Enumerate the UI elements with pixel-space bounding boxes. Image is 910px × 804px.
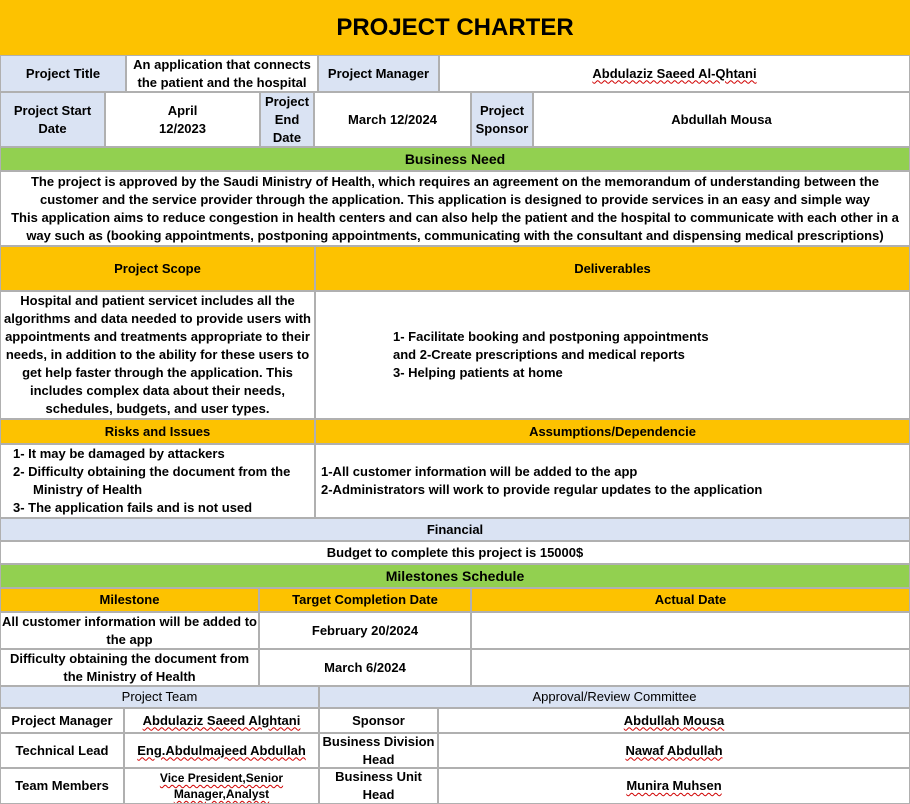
team-name-cell	[124, 708, 319, 733]
committee-role-text: Business Unit Head	[335, 769, 422, 802]
scope-line: includes complex data about their needs,	[29, 383, 285, 398]
committee-name-text: Abdullah Mousa	[623, 712, 725, 728]
target-date-col-header-text: Target Completion Date	[292, 592, 438, 607]
scope-line: schedules, budgets, and user types.	[45, 401, 270, 416]
team-role-cell	[0, 768, 124, 804]
committee-name-cell	[438, 768, 910, 804]
target-date-cell	[259, 612, 471, 649]
project-title-value	[126, 55, 318, 92]
end-date-value-text: March 12/2024	[348, 111, 437, 127]
team-role-cell	[0, 708, 124, 733]
sponsor-value	[533, 92, 910, 147]
scope-line: algorithms and data needed to provide users with	[4, 311, 311, 326]
milestone-cell	[0, 612, 259, 649]
milestone-col-header	[0, 588, 259, 612]
milestone-cell	[0, 649, 259, 686]
risk-item: Ministry of Health	[33, 482, 143, 497]
project-title-label-text: Project Title	[25, 65, 101, 81]
scope-line: Hospital and patient servicet includes all the	[20, 293, 295, 308]
team-name-cell	[124, 733, 319, 768]
project-manager-value-text: Abdulaziz Saeed Al-Qhtani	[592, 65, 757, 81]
team-name-text: Abdulaziz Saeed Alghtani	[142, 712, 301, 728]
financial-heading	[0, 518, 910, 541]
milestones-heading	[0, 564, 910, 588]
team-name-cell	[124, 768, 319, 804]
business-need-paragraph-2: This application aims to reduce congestion in health centers and can also help the patient and the hospital to communicate with each other in a way such as (booking appointments, postponing appointments, communicating with the consultant and dispensing medical prescriptions)	[11, 209, 899, 243]
deliverables-heading-text: Deliverables	[574, 260, 651, 276]
target-date-col-header	[259, 588, 471, 612]
target-date-text: February 20/2024	[311, 622, 419, 638]
team-role-cell	[0, 733, 124, 768]
end-date-label-text: Project End Date	[264, 93, 310, 145]
committee-role-text: Sponsor	[352, 712, 405, 728]
sponsor-label	[471, 92, 533, 147]
sponsor-value-text: Abdullah Mousa	[671, 111, 772, 127]
committee-name-text: Nawaf Abdullah	[625, 742, 723, 758]
team-role-text: Project Manager	[11, 712, 113, 728]
scope-line: needs, in addition to the ability for these users to	[5, 347, 310, 362]
end-date-label	[260, 92, 314, 147]
committee-role-cell	[319, 733, 438, 768]
end-date-value	[314, 92, 471, 147]
approval-committee-heading-text: Approval/Review Committee	[532, 689, 697, 704]
actual-date-col-header	[471, 588, 910, 612]
team-name-text: Eng.Abdulmajeed Abdullah	[137, 742, 306, 758]
business-need-heading-text: Business Need	[404, 151, 506, 167]
milestone-text: All customer information will be added to the app	[2, 613, 257, 647]
project-scope-body	[0, 291, 315, 419]
deliverable-item: 1- Facilitate booking and postponing appointments	[393, 329, 709, 344]
page-title-text: PROJECT CHARTER	[336, 13, 574, 41]
milestone-col-header-text: Milestone	[99, 592, 160, 607]
committee-name-cell	[438, 708, 910, 733]
team-role-text: Technical Lead	[15, 742, 109, 758]
committee-role-cell	[319, 768, 438, 804]
assumptions-heading-text: Assumptions/Dependencie	[529, 423, 696, 439]
target-date-cell	[259, 649, 471, 686]
deliverable-item: 3- Helping patients at home	[393, 365, 563, 380]
financial-budget-text: Budget to complete this project is 15000$	[326, 544, 584, 560]
risks-heading-text: Risks and Issues	[104, 423, 211, 439]
risk-item: 3- The application fails and is not used	[13, 500, 253, 515]
assumption-item: 2-Administrators will work to provide regular updates to the application	[321, 482, 763, 497]
approval-committee-heading	[319, 686, 910, 708]
start-date-value	[105, 92, 260, 147]
assumptions-heading	[315, 419, 910, 444]
risks-body	[0, 444, 315, 518]
business-need-body	[0, 171, 910, 246]
scope-line: get help faster through the application. This	[22, 365, 293, 380]
assumption-item: 1-All customer information will be added to the app	[321, 464, 638, 479]
deliverables-body	[315, 291, 910, 419]
start-date-label-text: Project Start Date	[13, 102, 92, 136]
project-team-heading-text: Project Team	[121, 689, 198, 704]
risk-item: 2- Difficulty obtaining the document from the	[13, 464, 291, 479]
risk-item: 1- It may be damaged by attackers	[13, 446, 225, 461]
project-team-heading	[0, 686, 319, 708]
scope-line: appointments and treatments appropriate to their	[5, 329, 310, 344]
milestone-text: Difficulty obtaining the document from the Ministry of Health	[9, 650, 250, 684]
project-manager-label	[318, 55, 439, 92]
financial-heading-text: Financial	[426, 521, 484, 537]
project-scope-heading	[0, 246, 315, 291]
project-title-value-text: An application that connects the patient and the hospital	[133, 56, 311, 90]
committee-name-text: Munira Muhsen	[626, 778, 722, 793]
business-need-heading	[0, 147, 910, 171]
sponsor-label-text: Project Sponsor	[475, 102, 529, 136]
committee-role-cell	[319, 708, 438, 733]
page-title	[0, 0, 910, 55]
deliverable-item: and 2-Create prescriptions and medical reports	[393, 347, 685, 362]
actual-date-cell	[471, 649, 910, 686]
committee-name-cell	[438, 733, 910, 768]
business-need-paragraph-1: The project is approved by the Saudi Ministry of Health, which requires an agreement on the memorandum of understanding between the customer and the service provider through the application. This application is designed to provide services in an easy and simple way	[30, 173, 880, 207]
risks-heading	[0, 419, 315, 444]
project-title-label	[0, 55, 126, 92]
assumptions-body	[315, 444, 910, 518]
project-manager-value	[439, 55, 910, 92]
team-role-text: Team Members	[15, 778, 109, 793]
project-manager-label-text: Project Manager	[327, 65, 430, 81]
deliverables-heading	[315, 246, 910, 291]
start-date-value-text: April 12/2023	[159, 102, 206, 136]
financial-budget	[0, 541, 910, 564]
target-date-text: March 6/2024	[324, 659, 406, 675]
start-date-label	[0, 92, 105, 147]
committee-role-text: Business Division Head	[322, 733, 435, 767]
milestones-heading-text: Milestones Schedule	[385, 568, 525, 584]
actual-date-cell	[471, 612, 910, 649]
actual-date-col-header-text: Actual Date	[654, 592, 727, 607]
team-name-text: Vice President,Senior Manager,Analyst	[159, 771, 284, 801]
project-scope-heading-text: Project Scope	[114, 260, 201, 276]
